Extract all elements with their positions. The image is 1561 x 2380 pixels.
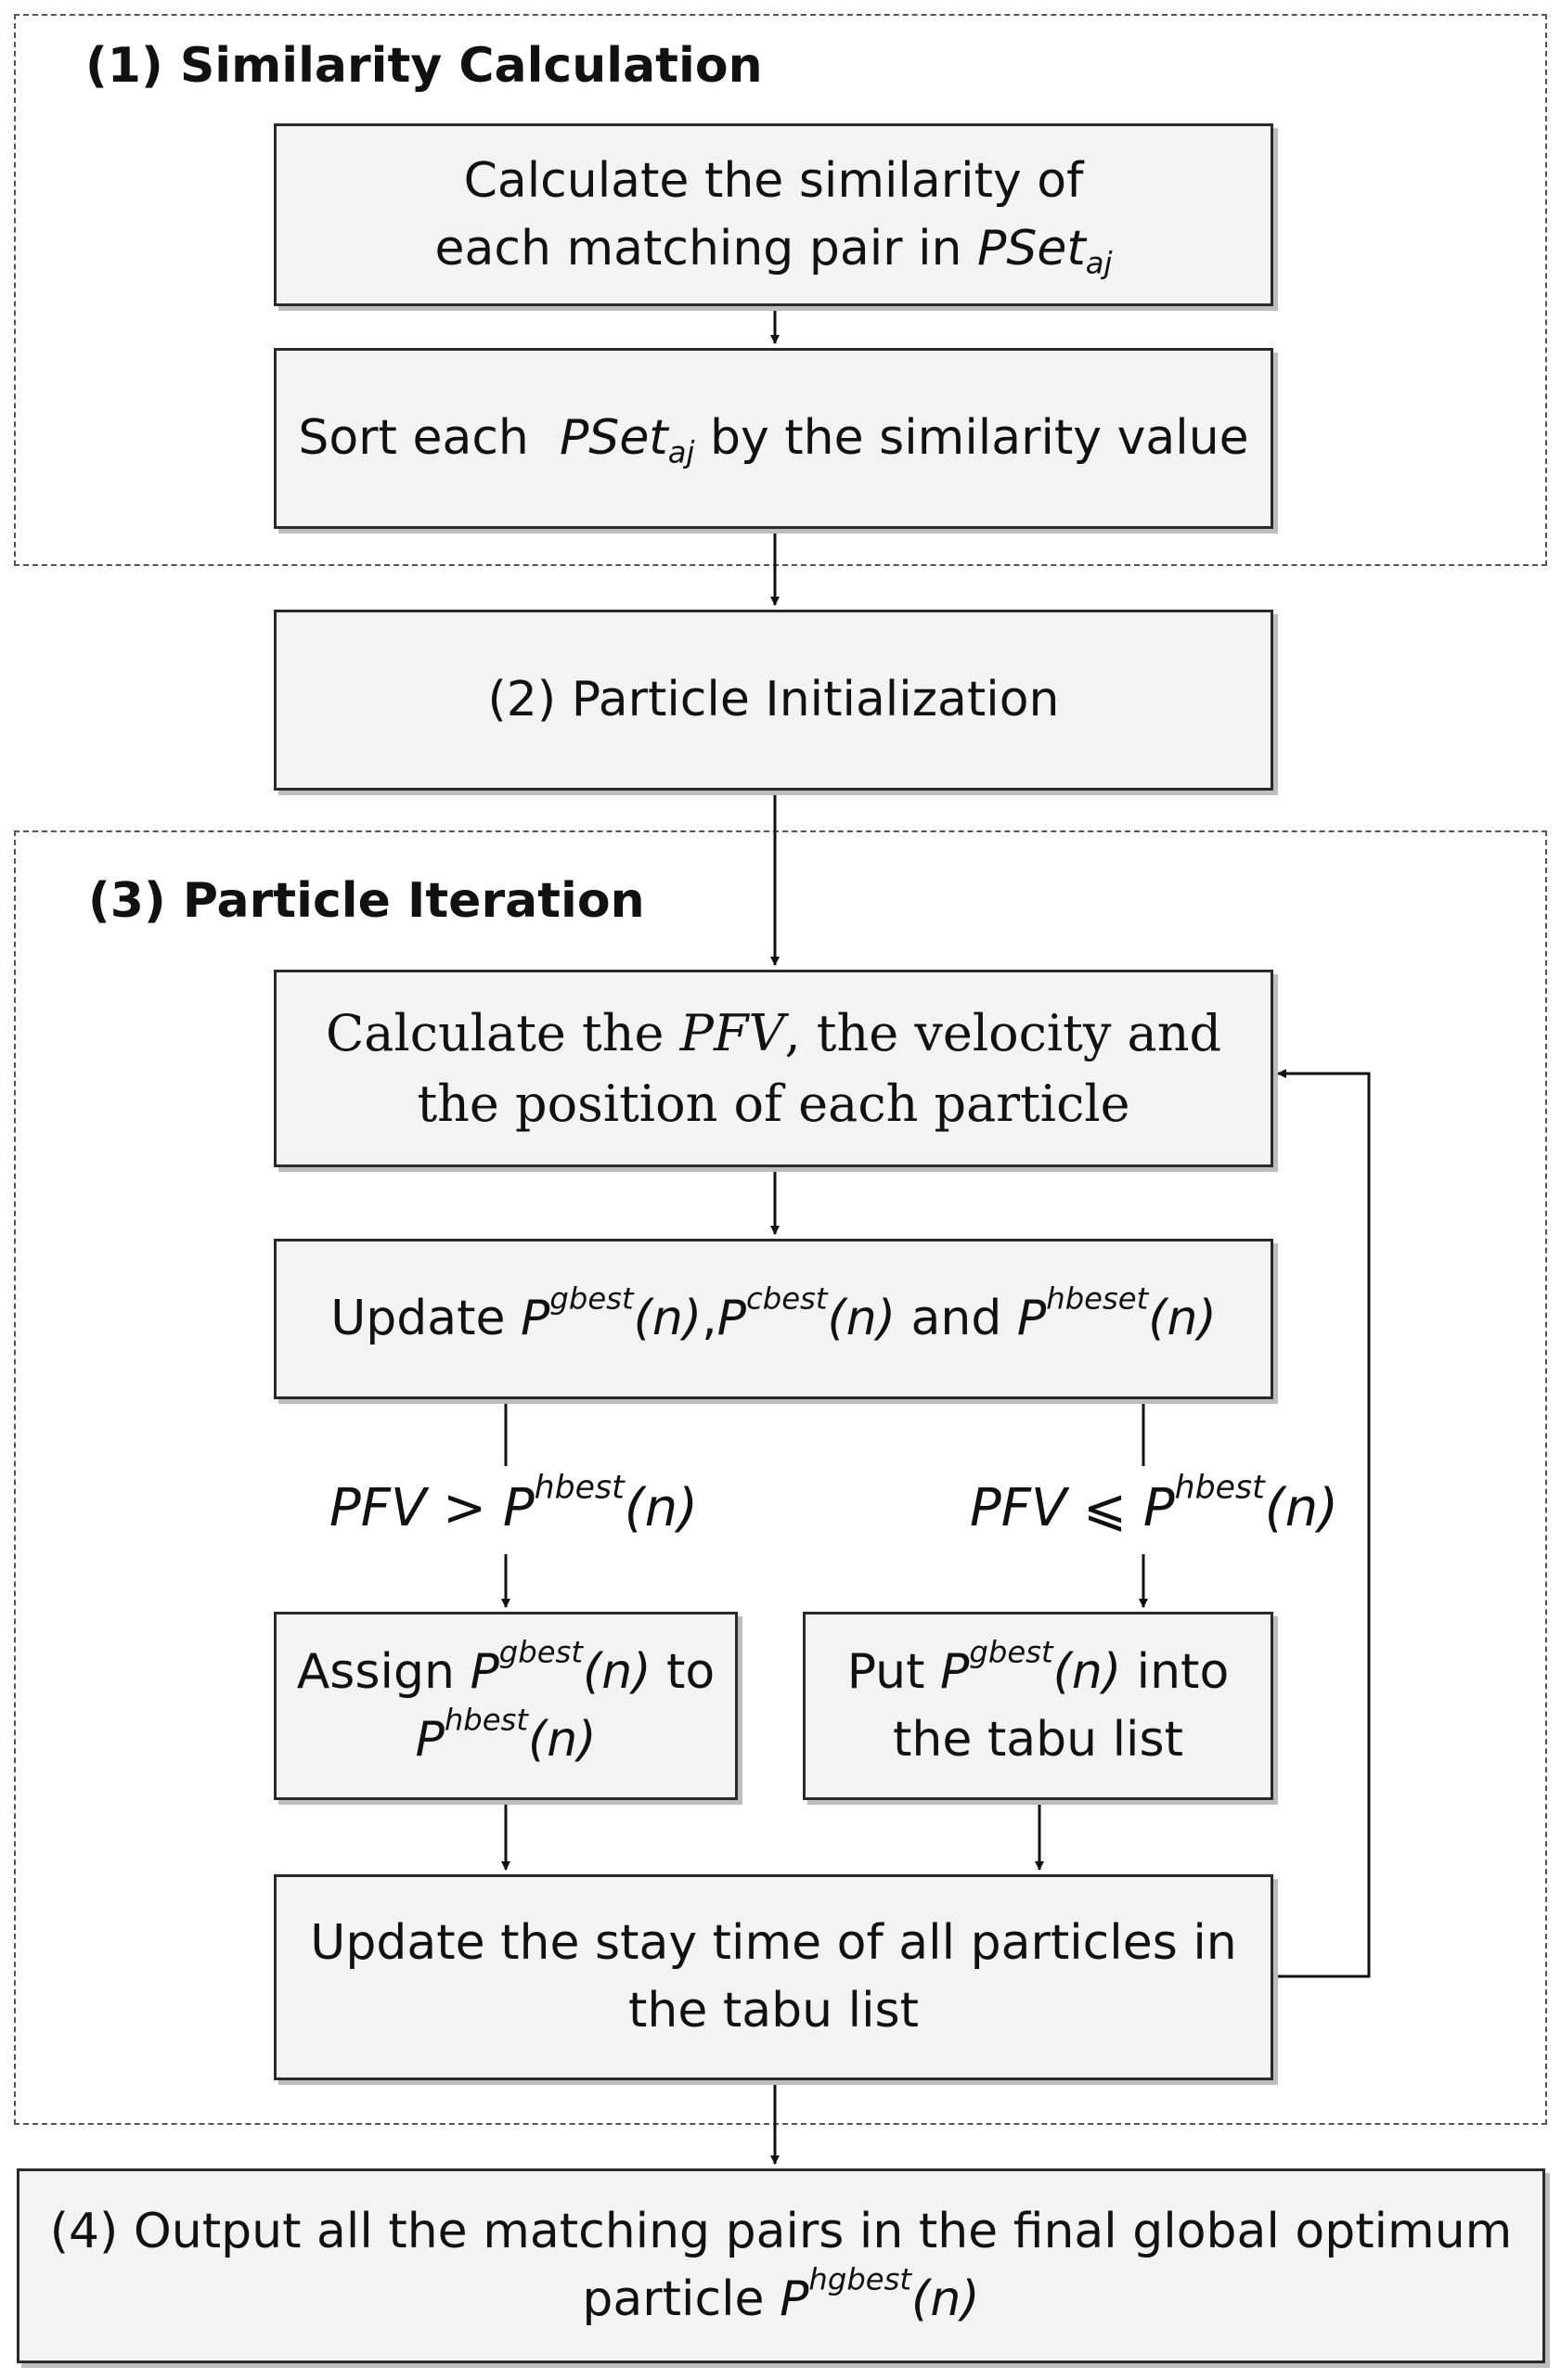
- n-arg: (n): [582, 1643, 651, 1700]
- calc-similarity-line1: Calculate the similarity of: [463, 152, 1084, 209]
- calc-similarity-line2: each matching pair in: [434, 220, 962, 277]
- p-gbest-symbol: P: [940, 1643, 970, 1700]
- n-arg: (n): [1052, 1643, 1122, 1700]
- assign-box: [274, 1612, 738, 1800]
- hbest-superscript: hbest: [534, 1469, 625, 1507]
- iteration-group-title: (3) Particle Iteration: [88, 873, 645, 929]
- update-stay-time-box: [274, 1874, 1273, 2080]
- hbeset-superscript: hbeset: [1046, 1280, 1149, 1317]
- and-word: and: [910, 1291, 1002, 1347]
- pfv-label: PFV: [970, 1478, 1067, 1538]
- condition-less-equal: [970, 1469, 1338, 1538]
- hgbest-superscript: hgbest: [808, 2261, 912, 2297]
- pfv-label: PFV: [329, 1478, 427, 1538]
- output-box: [17, 2168, 1545, 2363]
- calc-pfv-post: , the velocity and: [784, 1003, 1222, 1062]
- p-gbest-symbol: P: [521, 1291, 550, 1347]
- condition-greater: [329, 1469, 698, 1538]
- sort-pset-subscript: aj: [667, 434, 695, 470]
- p-gbest-symbol: P: [470, 1643, 499, 1700]
- particle-initialization-box: [274, 610, 1273, 791]
- gbest-superscript: gbest: [549, 1280, 634, 1317]
- particle-initialization-label: (2) Particle Initialization: [487, 672, 1060, 728]
- greater-operator: >: [443, 1478, 487, 1538]
- n-arg: (n): [633, 1291, 703, 1347]
- similarity-group-title: (1) Similarity Calculation: [85, 38, 763, 94]
- calculate-pfv-box: [274, 970, 1273, 1167]
- put-line2: the tabu list: [892, 1711, 1183, 1768]
- n-arg: (n): [827, 1291, 896, 1347]
- gbest-superscript: gbest: [498, 1634, 583, 1670]
- less-equal-operator: ⩽: [1083, 1478, 1128, 1538]
- comma: ,: [702, 1291, 717, 1347]
- n-arg: (n): [911, 2271, 980, 2327]
- sort-post: by the similarity value: [709, 410, 1249, 467]
- put-into-tabu-box: [803, 1612, 1273, 1800]
- sort-pre: Sort each: [298, 410, 529, 467]
- hbest-superscript: hbest: [444, 1702, 528, 1738]
- to-word: to: [666, 1643, 716, 1700]
- sort-pset-variable: PSet: [559, 410, 668, 467]
- stay-line1: Update the stay time of all particles in: [310, 1915, 1237, 1972]
- n-arg: (n): [1148, 1291, 1217, 1347]
- gbest-superscript: gbest: [969, 1634, 1053, 1670]
- p-hbest-symbol: P: [415, 1711, 445, 1768]
- calc-pfv-line2: the position of each particle: [417, 1074, 1130, 1133]
- p-symbol: P: [1142, 1478, 1175, 1538]
- sort-pset-box: [274, 348, 1273, 529]
- assign-word: Assign: [296, 1643, 455, 1700]
- n-arg: (n): [527, 1711, 597, 1768]
- put-word: Put: [846, 1643, 925, 1700]
- p-cbest-symbol: P: [716, 1291, 747, 1347]
- particle-word: particle: [582, 2271, 765, 2327]
- p-symbol: P: [502, 1478, 535, 1538]
- into-word: into: [1136, 1643, 1230, 1700]
- output-line1: (4) Output all the matching pairs in the final global optimum: [49, 2204, 1513, 2260]
- p-hgbest-symbol: P: [780, 2271, 809, 2327]
- stay-line2: the tabu list: [628, 1983, 919, 2039]
- pset-variable: PSet: [977, 220, 1086, 277]
- hbest-superscript: hbest: [1174, 1469, 1265, 1507]
- update-best-box: [274, 1239, 1273, 1399]
- n-arg: (n): [1264, 1478, 1338, 1538]
- calc-pfv-pre: Calculate the: [325, 1003, 664, 1062]
- pset-subscript: aj: [1085, 245, 1113, 281]
- pfv-variable: PFV: [679, 1003, 785, 1062]
- update-pre: Update: [330, 1291, 506, 1347]
- cbest-superscript: cbest: [746, 1280, 828, 1317]
- n-arg: (n): [624, 1478, 698, 1538]
- calculate-similarity-box: [274, 123, 1273, 306]
- p-hbeset-symbol: P: [1016, 1291, 1047, 1347]
